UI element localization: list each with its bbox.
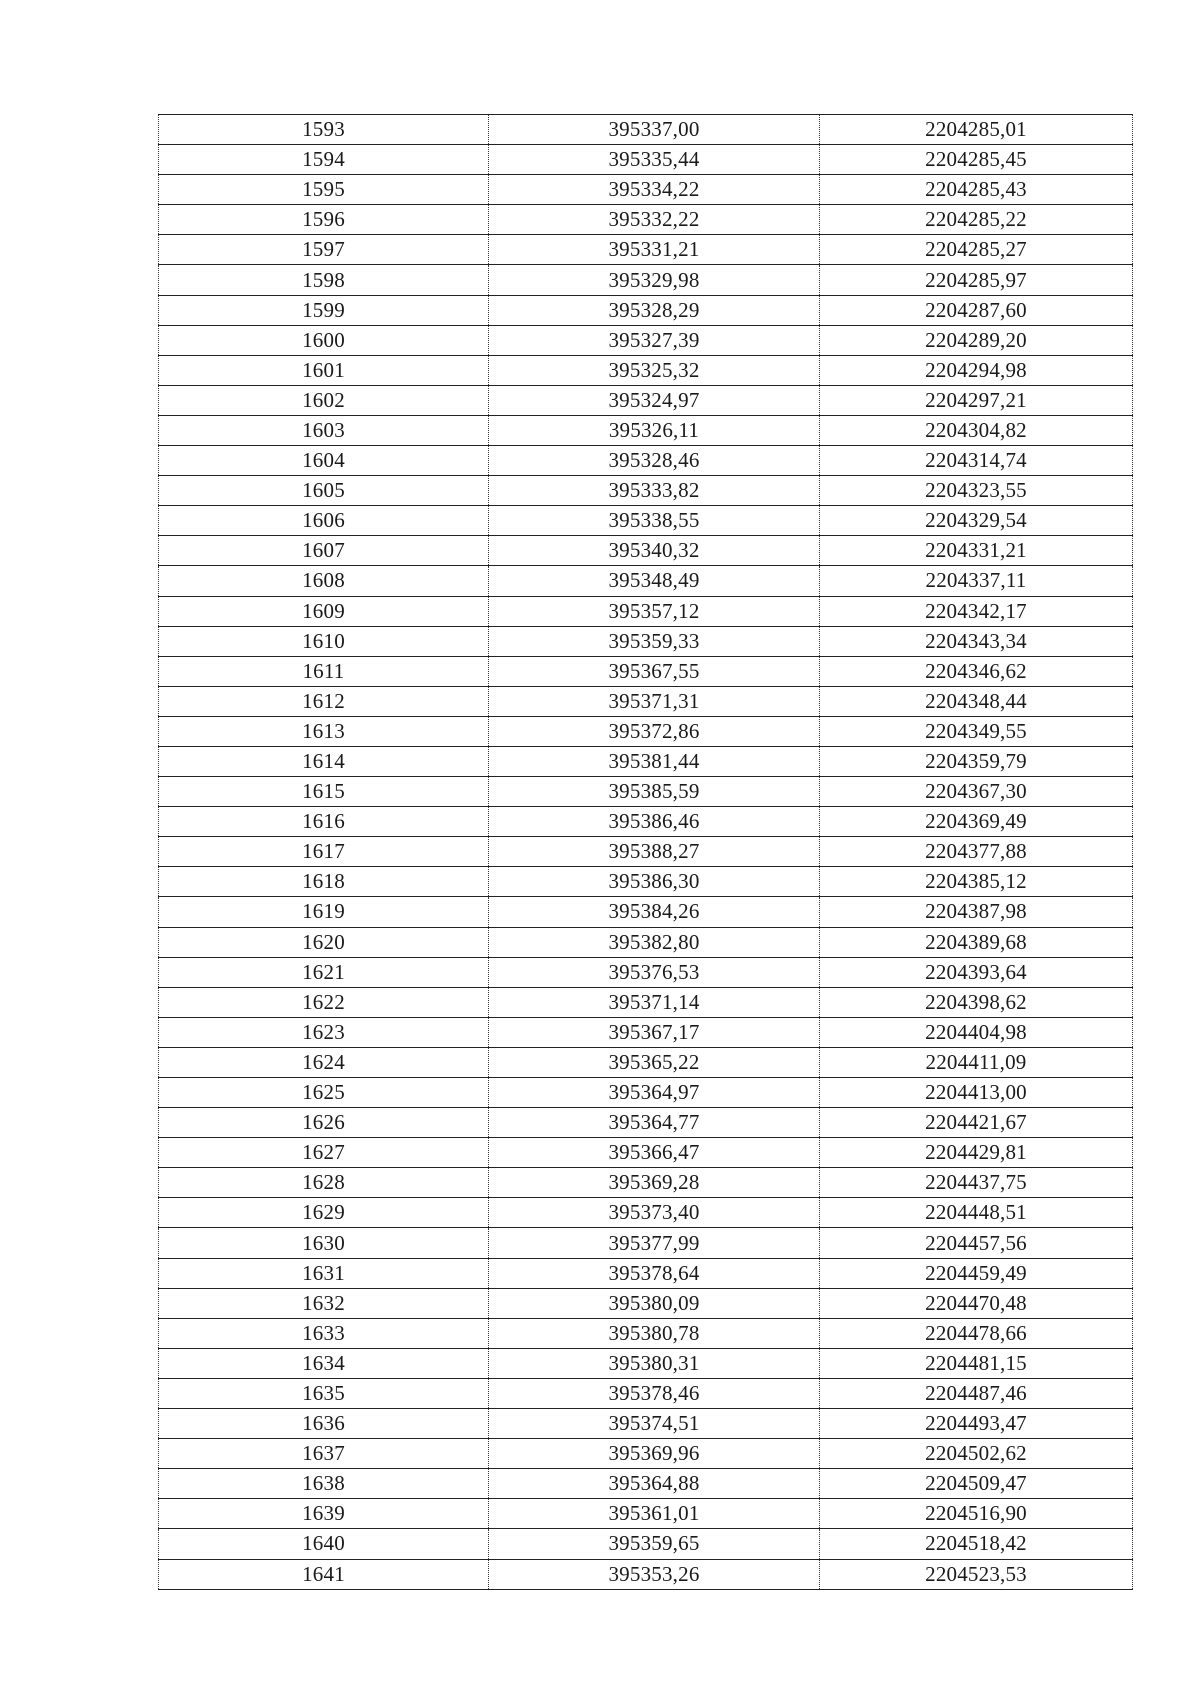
x-coordinate-cell: 395338,55: [489, 506, 820, 536]
x-coordinate-cell: 395328,46: [489, 446, 820, 476]
point-number-cell: 1600: [159, 325, 489, 355]
y-coordinate-cell: 2204285,01: [820, 115, 1133, 145]
table-row: [159, 626, 1133, 656]
y-coordinate-cell: 2204314,74: [820, 446, 1133, 476]
x-coordinate-cell: 395333,82: [489, 476, 820, 506]
table-row: [159, 355, 1133, 385]
point-number-cell: 1639: [159, 1499, 489, 1529]
y-coordinate-cell: 2204470,48: [820, 1288, 1133, 1318]
table-row: [159, 1168, 1133, 1198]
y-coordinate-cell: 2204323,55: [820, 476, 1133, 506]
x-coordinate-cell: 395369,28: [489, 1168, 820, 1198]
y-coordinate-cell: 2204393,64: [820, 957, 1133, 987]
point-number-cell: 1624: [159, 1047, 489, 1077]
table-row: [159, 1529, 1133, 1559]
point-number-cell: 1598: [159, 265, 489, 295]
table-row: [159, 415, 1133, 445]
x-coordinate-cell: 395364,77: [489, 1108, 820, 1138]
y-coordinate-cell: 2204404,98: [820, 1017, 1133, 1047]
x-coordinate-cell: 395384,26: [489, 897, 820, 927]
x-coordinate-cell: 395376,53: [489, 957, 820, 987]
point-number-cell: 1618: [159, 867, 489, 897]
table-row: [159, 1017, 1133, 1047]
point-number-cell: 1602: [159, 385, 489, 415]
y-coordinate-cell: 2204329,54: [820, 506, 1133, 536]
y-coordinate-cell: 2204359,79: [820, 746, 1133, 776]
y-coordinate-cell: 2204287,60: [820, 295, 1133, 325]
y-coordinate-cell: 2204285,45: [820, 145, 1133, 175]
x-coordinate-cell: 395359,33: [489, 626, 820, 656]
x-coordinate-cell: 395340,32: [489, 536, 820, 566]
y-coordinate-cell: 2204348,44: [820, 686, 1133, 716]
y-coordinate-cell: 2204297,21: [820, 385, 1133, 415]
x-coordinate-cell: 395353,26: [489, 1559, 820, 1589]
point-number-cell: 1604: [159, 446, 489, 476]
x-coordinate-cell: 395332,22: [489, 205, 820, 235]
x-coordinate-cell: 395357,12: [489, 596, 820, 626]
x-coordinate-cell: 395369,96: [489, 1439, 820, 1469]
y-coordinate-cell: 2204369,49: [820, 807, 1133, 837]
y-coordinate-cell: 2204518,42: [820, 1529, 1133, 1559]
x-coordinate-cell: 395325,32: [489, 355, 820, 385]
point-number-cell: 1594: [159, 145, 489, 175]
x-coordinate-cell: 395380,31: [489, 1348, 820, 1378]
point-number-cell: 1630: [159, 1228, 489, 1258]
point-number-cell: 1636: [159, 1409, 489, 1439]
x-coordinate-cell: 395326,11: [489, 415, 820, 445]
point-number-cell: 1597: [159, 235, 489, 265]
point-number-cell: 1611: [159, 656, 489, 686]
point-number-cell: 1605: [159, 476, 489, 506]
y-coordinate-cell: 2204331,21: [820, 536, 1133, 566]
table-row: [159, 1499, 1133, 1529]
point-number-cell: 1599: [159, 295, 489, 325]
x-coordinate-cell: 395380,09: [489, 1288, 820, 1318]
y-coordinate-cell: 2204285,43: [820, 175, 1133, 205]
x-coordinate-cell: 395331,21: [489, 235, 820, 265]
y-coordinate-cell: 2204459,49: [820, 1258, 1133, 1288]
y-coordinate-cell: 2204385,12: [820, 867, 1133, 897]
table-row: [159, 506, 1133, 536]
x-coordinate-cell: 395364,88: [489, 1469, 820, 1499]
table-row: [159, 987, 1133, 1017]
point-number-cell: 1627: [159, 1138, 489, 1168]
table-row: [159, 566, 1133, 596]
x-coordinate-cell: 395378,64: [489, 1258, 820, 1288]
x-coordinate-cell: 395337,00: [489, 115, 820, 145]
table-row: [159, 1258, 1133, 1288]
x-coordinate-cell: 395386,46: [489, 807, 820, 837]
point-number-cell: 1641: [159, 1559, 489, 1589]
x-coordinate-cell: 395374,51: [489, 1409, 820, 1439]
y-coordinate-cell: 2204487,46: [820, 1378, 1133, 1408]
table-row: [159, 476, 1133, 506]
table-row: [159, 807, 1133, 837]
point-number-cell: 1595: [159, 175, 489, 205]
x-coordinate-cell: 395377,99: [489, 1228, 820, 1258]
y-coordinate-cell: 2204437,75: [820, 1168, 1133, 1198]
x-coordinate-cell: 395380,78: [489, 1318, 820, 1348]
point-number-cell: 1622: [159, 987, 489, 1017]
x-coordinate-cell: 395388,27: [489, 837, 820, 867]
table-row: [159, 205, 1133, 235]
point-number-cell: 1593: [159, 115, 489, 145]
point-number-cell: 1608: [159, 566, 489, 596]
table-row: [159, 1228, 1133, 1258]
y-coordinate-cell: 2204285,22: [820, 205, 1133, 235]
table-row: [159, 1288, 1133, 1318]
table-row: [159, 1348, 1133, 1378]
y-coordinate-cell: 2204421,67: [820, 1108, 1133, 1138]
table-row: [159, 867, 1133, 897]
table-row: [159, 295, 1133, 325]
x-coordinate-cell: 395371,31: [489, 686, 820, 716]
point-number-cell: 1633: [159, 1318, 489, 1348]
point-number-cell: 1601: [159, 355, 489, 385]
point-number-cell: 1635: [159, 1378, 489, 1408]
point-number-cell: 1640: [159, 1529, 489, 1559]
point-number-cell: 1614: [159, 746, 489, 776]
table-row: [159, 235, 1133, 265]
y-coordinate-cell: 2204493,47: [820, 1409, 1133, 1439]
point-number-cell: 1603: [159, 415, 489, 445]
x-coordinate-cell: 395361,01: [489, 1499, 820, 1529]
table-row: [159, 927, 1133, 957]
point-number-cell: 1637: [159, 1439, 489, 1469]
x-coordinate-cell: 395348,49: [489, 566, 820, 596]
table-row: [159, 837, 1133, 867]
y-coordinate-cell: 2204346,62: [820, 656, 1133, 686]
y-coordinate-cell: 2204448,51: [820, 1198, 1133, 1228]
point-number-cell: 1615: [159, 777, 489, 807]
y-coordinate-cell: 2204285,97: [820, 265, 1133, 295]
point-number-cell: 1596: [159, 205, 489, 235]
y-coordinate-cell: 2204502,62: [820, 1439, 1133, 1469]
point-number-cell: 1628: [159, 1168, 489, 1198]
table-row: [159, 115, 1133, 145]
table-row: [159, 265, 1133, 295]
point-number-cell: 1629: [159, 1198, 489, 1228]
point-number-cell: 1638: [159, 1469, 489, 1499]
y-coordinate-cell: 2204294,98: [820, 355, 1133, 385]
point-number-cell: 1631: [159, 1258, 489, 1288]
table-row: [159, 1198, 1133, 1228]
y-coordinate-cell: 2204481,15: [820, 1348, 1133, 1378]
table-row: [159, 175, 1133, 205]
x-coordinate-cell: 395328,29: [489, 295, 820, 325]
table-row: [159, 385, 1133, 415]
x-coordinate-cell: 395386,30: [489, 867, 820, 897]
table-row: [159, 746, 1133, 776]
y-coordinate-cell: 2204367,30: [820, 777, 1133, 807]
x-coordinate-cell: 395367,55: [489, 656, 820, 686]
point-number-cell: 1607: [159, 536, 489, 566]
table-row: [159, 1409, 1133, 1439]
x-coordinate-cell: 395365,22: [489, 1047, 820, 1077]
point-number-cell: 1613: [159, 716, 489, 746]
y-coordinate-cell: 2204516,90: [820, 1499, 1133, 1529]
point-number-cell: 1634: [159, 1348, 489, 1378]
y-coordinate-cell: 2204342,17: [820, 596, 1133, 626]
table-row: [159, 1469, 1133, 1499]
table-row: [159, 1318, 1133, 1348]
table-row: [159, 596, 1133, 626]
table-row: [159, 686, 1133, 716]
x-coordinate-cell: 395324,97: [489, 385, 820, 415]
point-number-cell: 1609: [159, 596, 489, 626]
point-number-cell: 1632: [159, 1288, 489, 1318]
table-row: [159, 656, 1133, 686]
x-coordinate-cell: 395329,98: [489, 265, 820, 295]
x-coordinate-cell: 395381,44: [489, 746, 820, 776]
y-coordinate-cell: 2204389,68: [820, 927, 1133, 957]
point-number-cell: 1621: [159, 957, 489, 987]
table-row: [159, 1078, 1133, 1108]
table-row: [159, 716, 1133, 746]
x-coordinate-cell: 395335,44: [489, 145, 820, 175]
x-coordinate-cell: 395378,46: [489, 1378, 820, 1408]
table-row: [159, 957, 1133, 987]
x-coordinate-cell: 395385,59: [489, 777, 820, 807]
table-row: [159, 1138, 1133, 1168]
table-row: [159, 1108, 1133, 1138]
table-row: [159, 1439, 1133, 1469]
y-coordinate-cell: 2204387,98: [820, 897, 1133, 927]
point-number-cell: 1625: [159, 1078, 489, 1108]
point-number-cell: 1612: [159, 686, 489, 716]
y-coordinate-cell: 2204413,00: [820, 1078, 1133, 1108]
x-coordinate-cell: 395359,65: [489, 1529, 820, 1559]
x-coordinate-cell: 395382,80: [489, 927, 820, 957]
coordinates-table-body: [159, 115, 1133, 1590]
y-coordinate-cell: 2204429,81: [820, 1138, 1133, 1168]
table-row: [159, 145, 1133, 175]
y-coordinate-cell: 2204509,47: [820, 1469, 1133, 1499]
x-coordinate-cell: 395372,86: [489, 716, 820, 746]
x-coordinate-cell: 395364,97: [489, 1078, 820, 1108]
y-coordinate-cell: 2204285,27: [820, 235, 1133, 265]
table-row: [159, 777, 1133, 807]
table-row: [159, 1047, 1133, 1077]
table-row: [159, 1559, 1133, 1589]
table-row: [159, 1378, 1133, 1408]
y-coordinate-cell: 2204304,82: [820, 415, 1133, 445]
y-coordinate-cell: 2204457,56: [820, 1228, 1133, 1258]
y-coordinate-cell: 2204478,66: [820, 1318, 1133, 1348]
table-row: [159, 897, 1133, 927]
x-coordinate-cell: 395334,22: [489, 175, 820, 205]
y-coordinate-cell: 2204337,11: [820, 566, 1133, 596]
point-number-cell: 1620: [159, 927, 489, 957]
x-coordinate-cell: 395327,39: [489, 325, 820, 355]
y-coordinate-cell: 2204289,20: [820, 325, 1133, 355]
point-number-cell: 1617: [159, 837, 489, 867]
point-number-cell: 1610: [159, 626, 489, 656]
point-number-cell: 1626: [159, 1108, 489, 1138]
coordinates-table: [158, 114, 1133, 1590]
point-number-cell: 1616: [159, 807, 489, 837]
table-row: [159, 325, 1133, 355]
x-coordinate-cell: 395371,14: [489, 987, 820, 1017]
y-coordinate-cell: 2204411,09: [820, 1047, 1133, 1077]
x-coordinate-cell: 395367,17: [489, 1017, 820, 1047]
y-coordinate-cell: 2204349,55: [820, 716, 1133, 746]
y-coordinate-cell: 2204398,62: [820, 987, 1133, 1017]
y-coordinate-cell: 2204343,34: [820, 626, 1133, 656]
table-row: [159, 446, 1133, 476]
point-number-cell: 1619: [159, 897, 489, 927]
point-number-cell: 1623: [159, 1017, 489, 1047]
y-coordinate-cell: 2204377,88: [820, 837, 1133, 867]
table-row: [159, 536, 1133, 566]
x-coordinate-cell: 395373,40: [489, 1198, 820, 1228]
x-coordinate-cell: 395366,47: [489, 1138, 820, 1168]
y-coordinate-cell: 2204523,53: [820, 1559, 1133, 1589]
point-number-cell: 1606: [159, 506, 489, 536]
